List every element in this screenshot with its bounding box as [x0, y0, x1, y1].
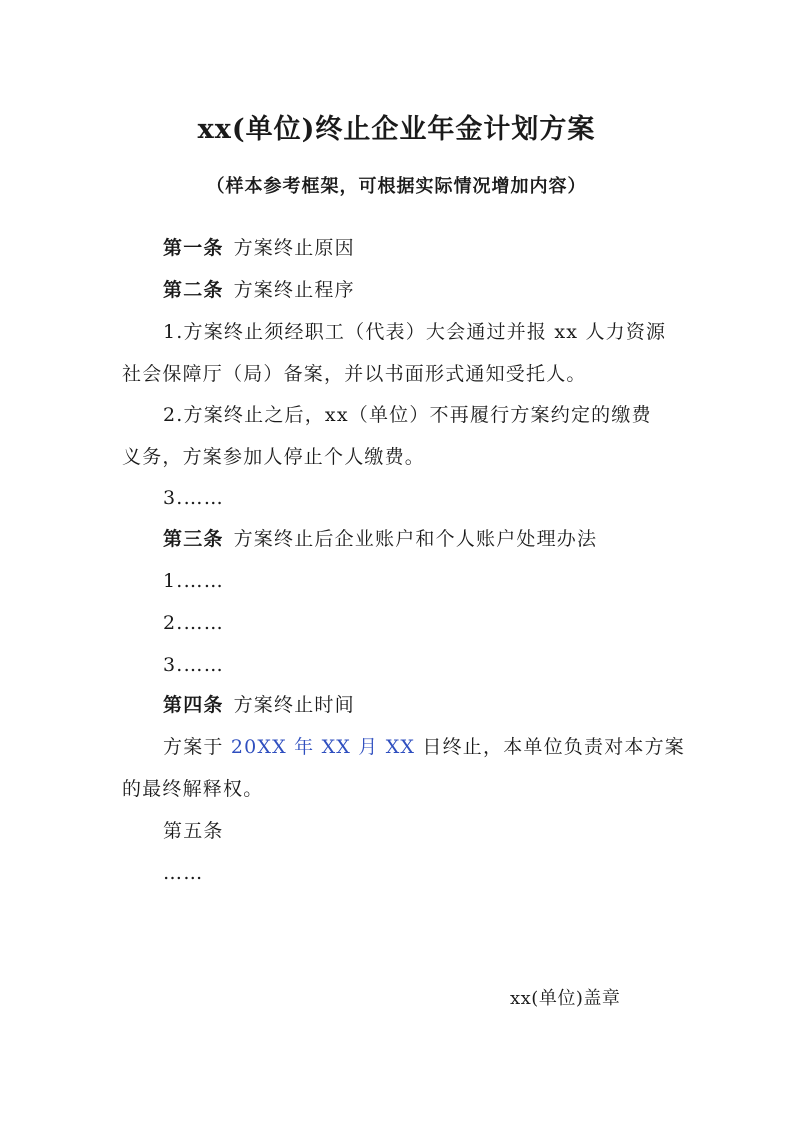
article-5-heading: 第五条: [163, 820, 224, 842]
article-4-body-prefix: 方案于: [163, 736, 231, 758]
article-2-item-1-line-1: 1.方案终止须经职工（代表）大会通过并报 xx 人力资源: [163, 321, 667, 343]
article-3-item-3: 3.……: [163, 654, 224, 676]
article-4-year: 20XX: [230, 736, 287, 758]
article-2: [163, 276, 355, 304]
article-4-month-unit: 月: [351, 736, 386, 758]
article-4-heading: 第四条: [163, 694, 224, 716]
signature-seal: xx(单位)盖章: [510, 988, 621, 1009]
article-1-heading: 第一条: [163, 237, 224, 259]
article-1-text: 方案终止原因: [233, 237, 355, 259]
article-2-item-1-line-2: 社会保障厅（局）备案，并以书面形式通知受托人。: [122, 363, 587, 385]
article-4-text: 方案终止时间: [233, 694, 355, 716]
article-4-body-suffix: 日终止，本单位负责对本方案: [415, 736, 685, 758]
article-4: [163, 691, 355, 719]
article-4-month: XX: [321, 736, 352, 758]
article-5-body: ……: [163, 862, 204, 884]
article-4-body-line-2: 的最终解释权。: [122, 778, 264, 800]
article-2-item-2-line-2: 义务，方案参加人停止个人缴费。: [122, 446, 426, 468]
article-1: [163, 234, 355, 262]
article-4-body-line-1: [163, 733, 685, 761]
article-2-text: 方案终止程序: [233, 279, 355, 301]
article-2-item-3: 3.……: [163, 487, 224, 509]
article-3-heading: 第三条: [163, 528, 224, 550]
article-3-text: 方案终止后企业账户和个人账户处理办法: [233, 528, 598, 550]
document-subtitle: （样本参考框架，可根据实际情况增加内容）: [206, 176, 587, 197]
article-3-item-2: 2.……: [163, 612, 224, 634]
article-3-item-1: 1.……: [163, 570, 224, 592]
article-2-heading: 第二条: [163, 279, 224, 301]
article-4-year-unit: 年: [286, 736, 322, 758]
article-4-day: XX: [385, 736, 416, 758]
article-2-item-2-line-1: 2.方案终止之后，xx（单位）不再履行方案约定的缴费: [163, 404, 652, 426]
article-3: [163, 525, 597, 553]
document-title: xx(单位)终止企业年金计划方案: [197, 114, 596, 145]
